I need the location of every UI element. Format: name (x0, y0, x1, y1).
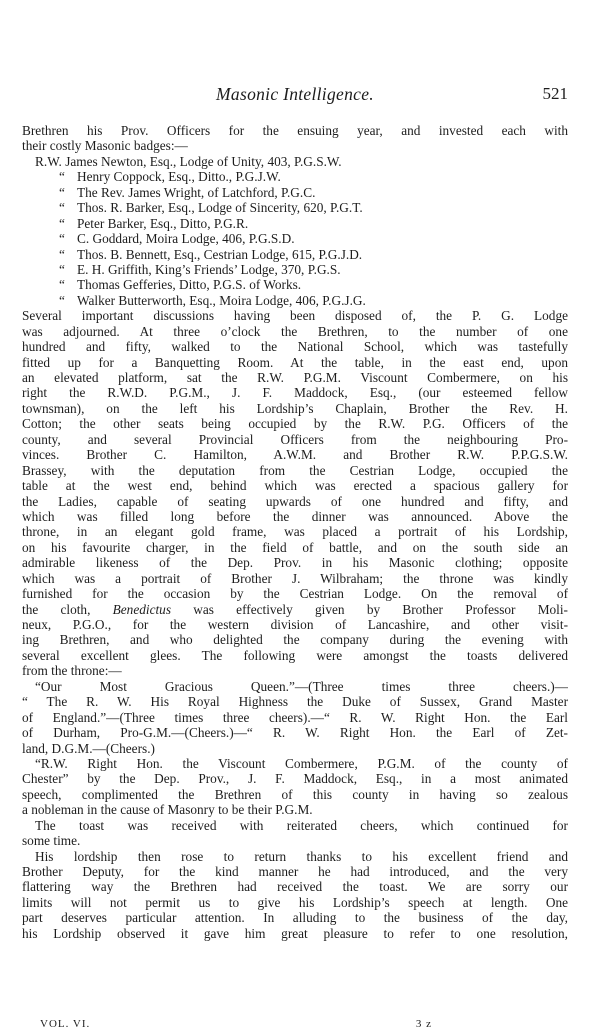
officer-name: Peter Barker, Esq., Ditto, P.G.R. (77, 215, 249, 231)
text-fragment: was effectively given by Brother Professor Moli- (171, 601, 568, 617)
text-line: Cotton; the other seats being occupied by the R.W. P.G. Officers of the (22, 416, 568, 432)
officer-entry (22, 293, 568, 308)
text-line: some time. (22, 833, 81, 849)
text-fragment: the cloth, (22, 601, 113, 617)
text-line: His lordship then rose to return thanks to his excellent friend and (35, 848, 568, 864)
text-line: which was filled long before the dinner was announced. Above the (22, 508, 568, 524)
text-line: their costly Masonic badges:— (22, 138, 188, 154)
page-number: 521 (542, 84, 568, 103)
running-title: Masonic Intelligence. (216, 84, 374, 104)
text-line: his Lordship observed it gave him great pleasure to refer to one resolution, (22, 925, 568, 941)
officer-name: Thos. B. Bennett, Esq., Cestrian Lodge, 615, P.G.J.D. (77, 246, 363, 262)
text-line: “ The R. W. His Royal Highness the Duke of Sussex, Grand Master (22, 694, 568, 710)
combermere-toast-paragraph (22, 756, 568, 818)
officer-entry (22, 277, 568, 292)
text-line (22, 602, 568, 617)
text-line: the Ladies, capable of seating upwards of one hundred and fifty, and (22, 493, 568, 509)
text-line: an elevated platform, sat the R.W. P.G.M. Viscount Combermere, on his (22, 370, 568, 385)
ditto-mark: “ (59, 184, 65, 200)
text-line: table at the west end, behind which was erected a spacious gallery for (22, 478, 568, 494)
ditto-mark: “ (59, 200, 65, 216)
reply-paragraph (22, 849, 568, 942)
officer-name: E. H. Griffith, King’s Friends’ Lodge, 370, P.G.S. (77, 261, 341, 277)
text-line: Several important discussions having been disposed of, the P. G. Lodge (22, 308, 568, 324)
officer-entry (22, 216, 568, 231)
toasts-paragraph (22, 679, 568, 756)
text-line: admirable likeness of the Dep. Prov. in his Masonic clothing; opposite (22, 555, 568, 571)
officer-entry (22, 247, 568, 262)
text-line: Brethren his Prov. Officers for the ensuing year, and invested each with (22, 123, 568, 138)
ditto-mark: “ (59, 277, 65, 293)
text-line: The toast was received with reiterated cheers, which continued for (35, 817, 568, 833)
text-line: “R.W. Right Hon. the Viscount Combermere, P.G.M. of the county of (35, 755, 568, 771)
text-line: land, D.G.M.—(Cheers.) (22, 740, 155, 756)
text-line: Chester” by the Dep. Prov., J. F. Maddock, Esq., in a most animated (22, 771, 568, 787)
ditto-mark: “ (59, 246, 65, 262)
text-line: ing Brethren, and who delighted the company during the evening with (22, 632, 568, 648)
officer-name: C. Goddard, Moira Lodge, 406, P.G.S.D. (77, 231, 295, 247)
text-line: county, and several Provincial Officers from the neighbouring Pro- (22, 431, 568, 447)
text-line: townsman), on the left his Lordship’s Chaplain, Brother the Rev. H. (22, 400, 568, 416)
officer-name: Henry Coppock, Esq., Ditto., P.G.J.W. (77, 169, 281, 185)
text-line: neux, P.G.O., for the western division of Lancashire, and other visit- (22, 617, 568, 632)
officers-list (22, 154, 568, 308)
text-line: several excellent glees. The following were amongst the toasts delivered (22, 647, 568, 663)
text-line: part deserves particular attention. In alluding to the business of the day, (22, 910, 568, 926)
signature-mark: 3 z (415, 1018, 432, 1030)
volume-label: VOL. VI. (40, 1018, 91, 1030)
benedictus-title: Benedictus (112, 601, 171, 617)
officer-entry (22, 200, 568, 215)
text-line: of England.”—(Three times three cheers).—“ R. W. Right Hon. the Earl (22, 709, 568, 725)
text-line: was adjourned. At three o’clock the Brethren, to the number of one (22, 323, 568, 339)
cheers-paragraph (22, 818, 568, 849)
officer-entry (22, 154, 568, 169)
officer-entry (22, 231, 568, 246)
ditto-mark: “ (59, 261, 65, 277)
text-line: flattering way the Brethren had received the toast. We are sorry our (22, 879, 568, 895)
text-line: right the R.W.D. P.G.M., J. F. Maddock, Esq., (our esteemed fellow (22, 385, 568, 401)
text-line: throne, in an elegant gold frame, was placed a portrait of his Lordship, (22, 524, 568, 540)
page-header (22, 84, 568, 108)
ditto-mark: “ (59, 231, 65, 247)
page-footer (40, 1018, 432, 1032)
text-line: Brassey, with the deputation from the Cestrian Lodge, occupied the (22, 462, 568, 478)
text-line: a nobleman in the cause of Masonry to be their P.G.M. (22, 802, 313, 818)
officer-entry (22, 185, 568, 200)
ditto-mark: “ (59, 215, 65, 231)
banquet-paragraph (22, 308, 568, 679)
officer-entry (22, 262, 568, 277)
text-line: vinces. Brother C. Hamilton, A.W.M. and Brother R.W. P.P.G.S.W. (22, 447, 568, 463)
officer-name: Thomas Gefferies, Ditto, P.G.S. of Works. (77, 277, 302, 293)
text-line: on his favourite charger, in the field of battle, and on the south side an (22, 539, 568, 555)
text-line: furnished for the occasion by the Cestrian Lodge. On the removal of (22, 586, 568, 602)
ditto-mark: “ (59, 169, 65, 185)
officer-prefix: R.W. (35, 153, 62, 169)
text-line: from the throne:— (22, 663, 122, 679)
text-line: speech, complimented the Brethren of this county in having so zealous (22, 786, 568, 802)
officer-name: The Rev. James Wright, of Latchford, P.G.C. (77, 184, 316, 200)
officer-name: James Newton, Esq., Lodge of Unity, 403, P.G.S.W. (65, 153, 342, 169)
text-line: “Our Most Gracious Queen.”—(Three times three cheers.)— (35, 678, 568, 694)
text-line: which was a portrait of Brother J. Wilbraham; the throne was kindly (22, 570, 568, 586)
text-line: limits will not permit us to give his Lordship’s speech at length. One (22, 894, 568, 910)
text-line: of Durham, Pro-G.M.—(Cheers.)—“ R. W. Right Hon. the Earl of Zet- (22, 725, 568, 741)
officer-entry (22, 169, 568, 184)
officer-name: Thos. R. Barker, Esq., Lodge of Sincerity, 620, P.G.T. (77, 200, 363, 216)
text-line: Brother Deputy, for the kind manner he had introduced, and the very (22, 864, 568, 879)
text-line: fitted up for a Banquetting Room. At the table, in the east end, upon (22, 354, 568, 370)
page-body (22, 123, 568, 941)
officer-name: Walker Butterworth, Esq., Moira Lodge, 406, P.G.J.G. (77, 292, 366, 308)
text-line: hundred and fifty, walked to the National School, which was tastefully (22, 339, 568, 355)
ditto-mark: “ (59, 292, 65, 308)
